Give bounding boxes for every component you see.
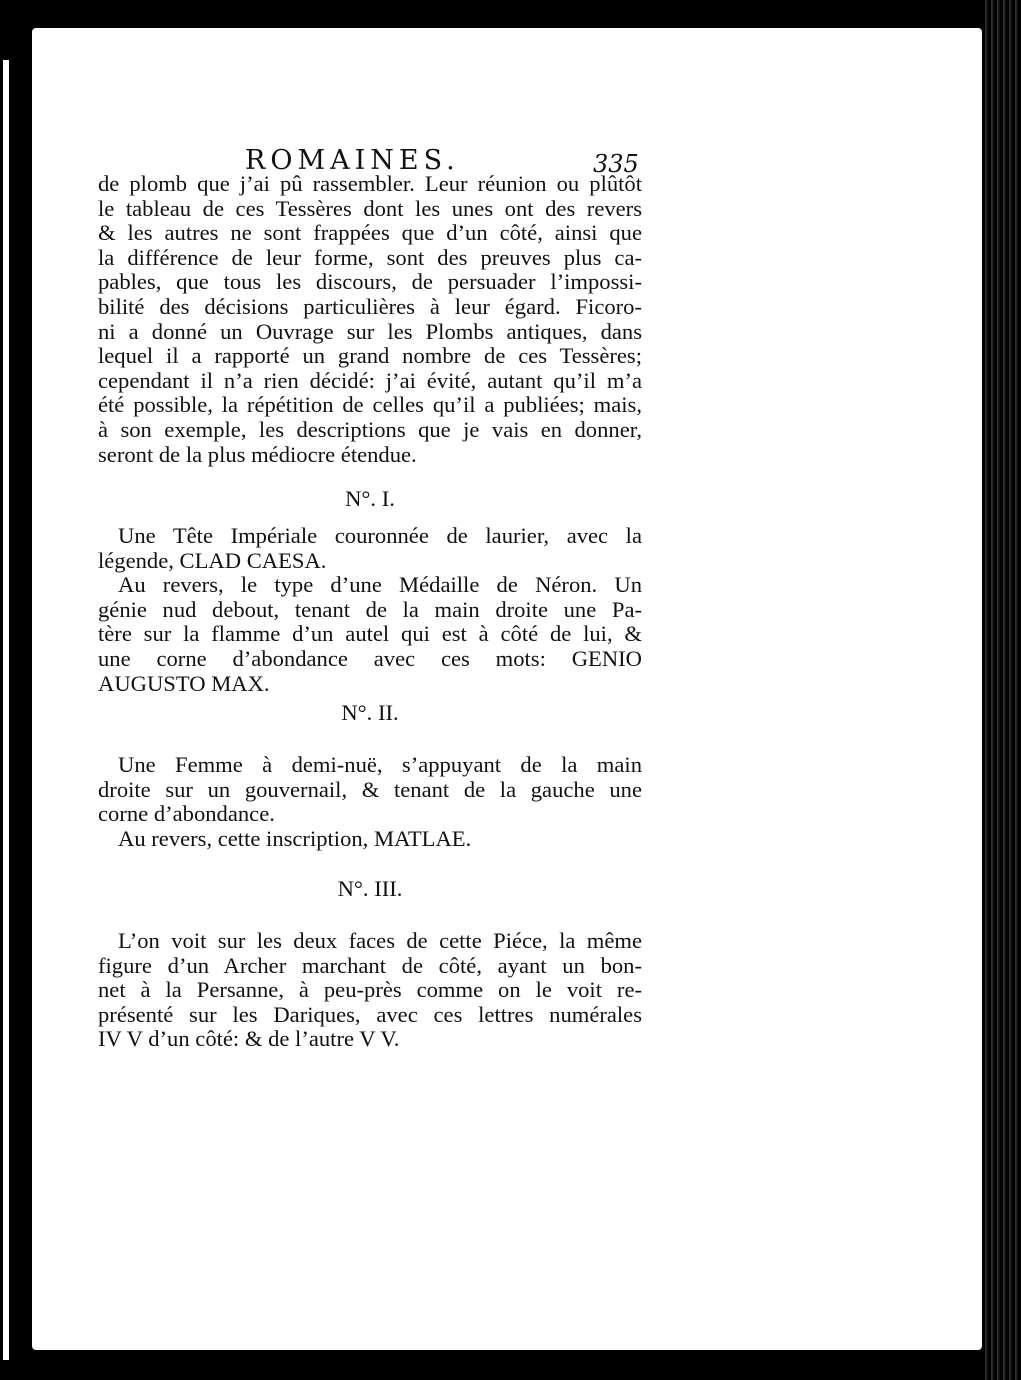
text-line: & les autres ne sont frappées que d’un côté, ainsi que (98, 220, 642, 246)
text-line: à son exemple, les descriptions que je vais en donner, (98, 416, 642, 442)
page-edge (982, 0, 1021, 1380)
text-line: Au revers, cette inscription, MATLAE. (118, 825, 472, 851)
text-line: seront de la plus médiocre étendue. (98, 441, 417, 467)
text-line: légende, CLAD CAESA. (98, 547, 327, 573)
text-line: net à la Persanne, à peu-près comme on le voit re- (98, 977, 642, 1003)
text-line: ni a donné un Ouvrage sur les Plombs antiques, dans (98, 318, 642, 344)
text-line: lequel il a rapporté un grand nombre de ces Tessères; (98, 343, 642, 369)
section-body (98, 753, 642, 851)
section-heading: N°. III. (337, 876, 403, 901)
text-line: corne d’abondance. (98, 801, 275, 827)
text-line: figure d’un Archer marchant de côté, ayant un bon- (98, 952, 642, 978)
text-line: Une Tête Impériale couronnée de laurier, avec la (118, 523, 642, 548)
text-line: été possible, la répétition de celles qu’il a publiées; mais, (98, 392, 642, 418)
text-line: le tableau de ces Tessères dont les unes ont des revers (98, 195, 642, 221)
text-line: pables, que tous les discours, de persuader l’impossi- (98, 269, 642, 295)
text-line: AUGUSTO MAX. (98, 670, 270, 696)
text-line: génie nud debout, tenant de la main droite une Pa- (98, 596, 642, 622)
page-number: 335 (593, 150, 639, 178)
text-line: L’on voit sur les deux faces de cette Piéce, la même (118, 928, 642, 953)
section-heading: N°. II. (341, 700, 399, 725)
text-line: Au revers, le type d’une Médaille de Néron. Un (118, 572, 642, 598)
text-line: bilité des décisions particulières à leur égard. Ficoro- (98, 293, 642, 319)
running-head: ROMAINES. (245, 145, 460, 176)
section-body (98, 929, 642, 1052)
text-line: Une Femme à demi-nuë, s’appuyant de la main (118, 752, 642, 777)
text-line: droite sur un gouvernail, & tenant de la gauche une (98, 776, 642, 802)
text-line: une corne d’abondance avec ces mots: GENIO (98, 645, 642, 671)
section-heading: N°. I. (345, 486, 395, 511)
text-line: présenté sur les Dariques, avec ces lettres numérales (98, 1001, 642, 1027)
text-line: IV V d’un côté: & de l’autre V V. (98, 1026, 400, 1052)
text-line: cependant il n’a rien décidé: j’ai évité, autant qu’il m’a (98, 367, 642, 393)
intro-paragraph (98, 172, 642, 467)
text-line: de plomb que j’ai pû rassembler. Leur réunion ou plûtôt (98, 171, 642, 196)
text-line: la différence de leur forme, sont des preuves plus ca- (98, 244, 642, 270)
text-line: tère sur la flamme d’un autel qui est à côté de lui, & (98, 621, 642, 647)
section-body (98, 524, 642, 696)
